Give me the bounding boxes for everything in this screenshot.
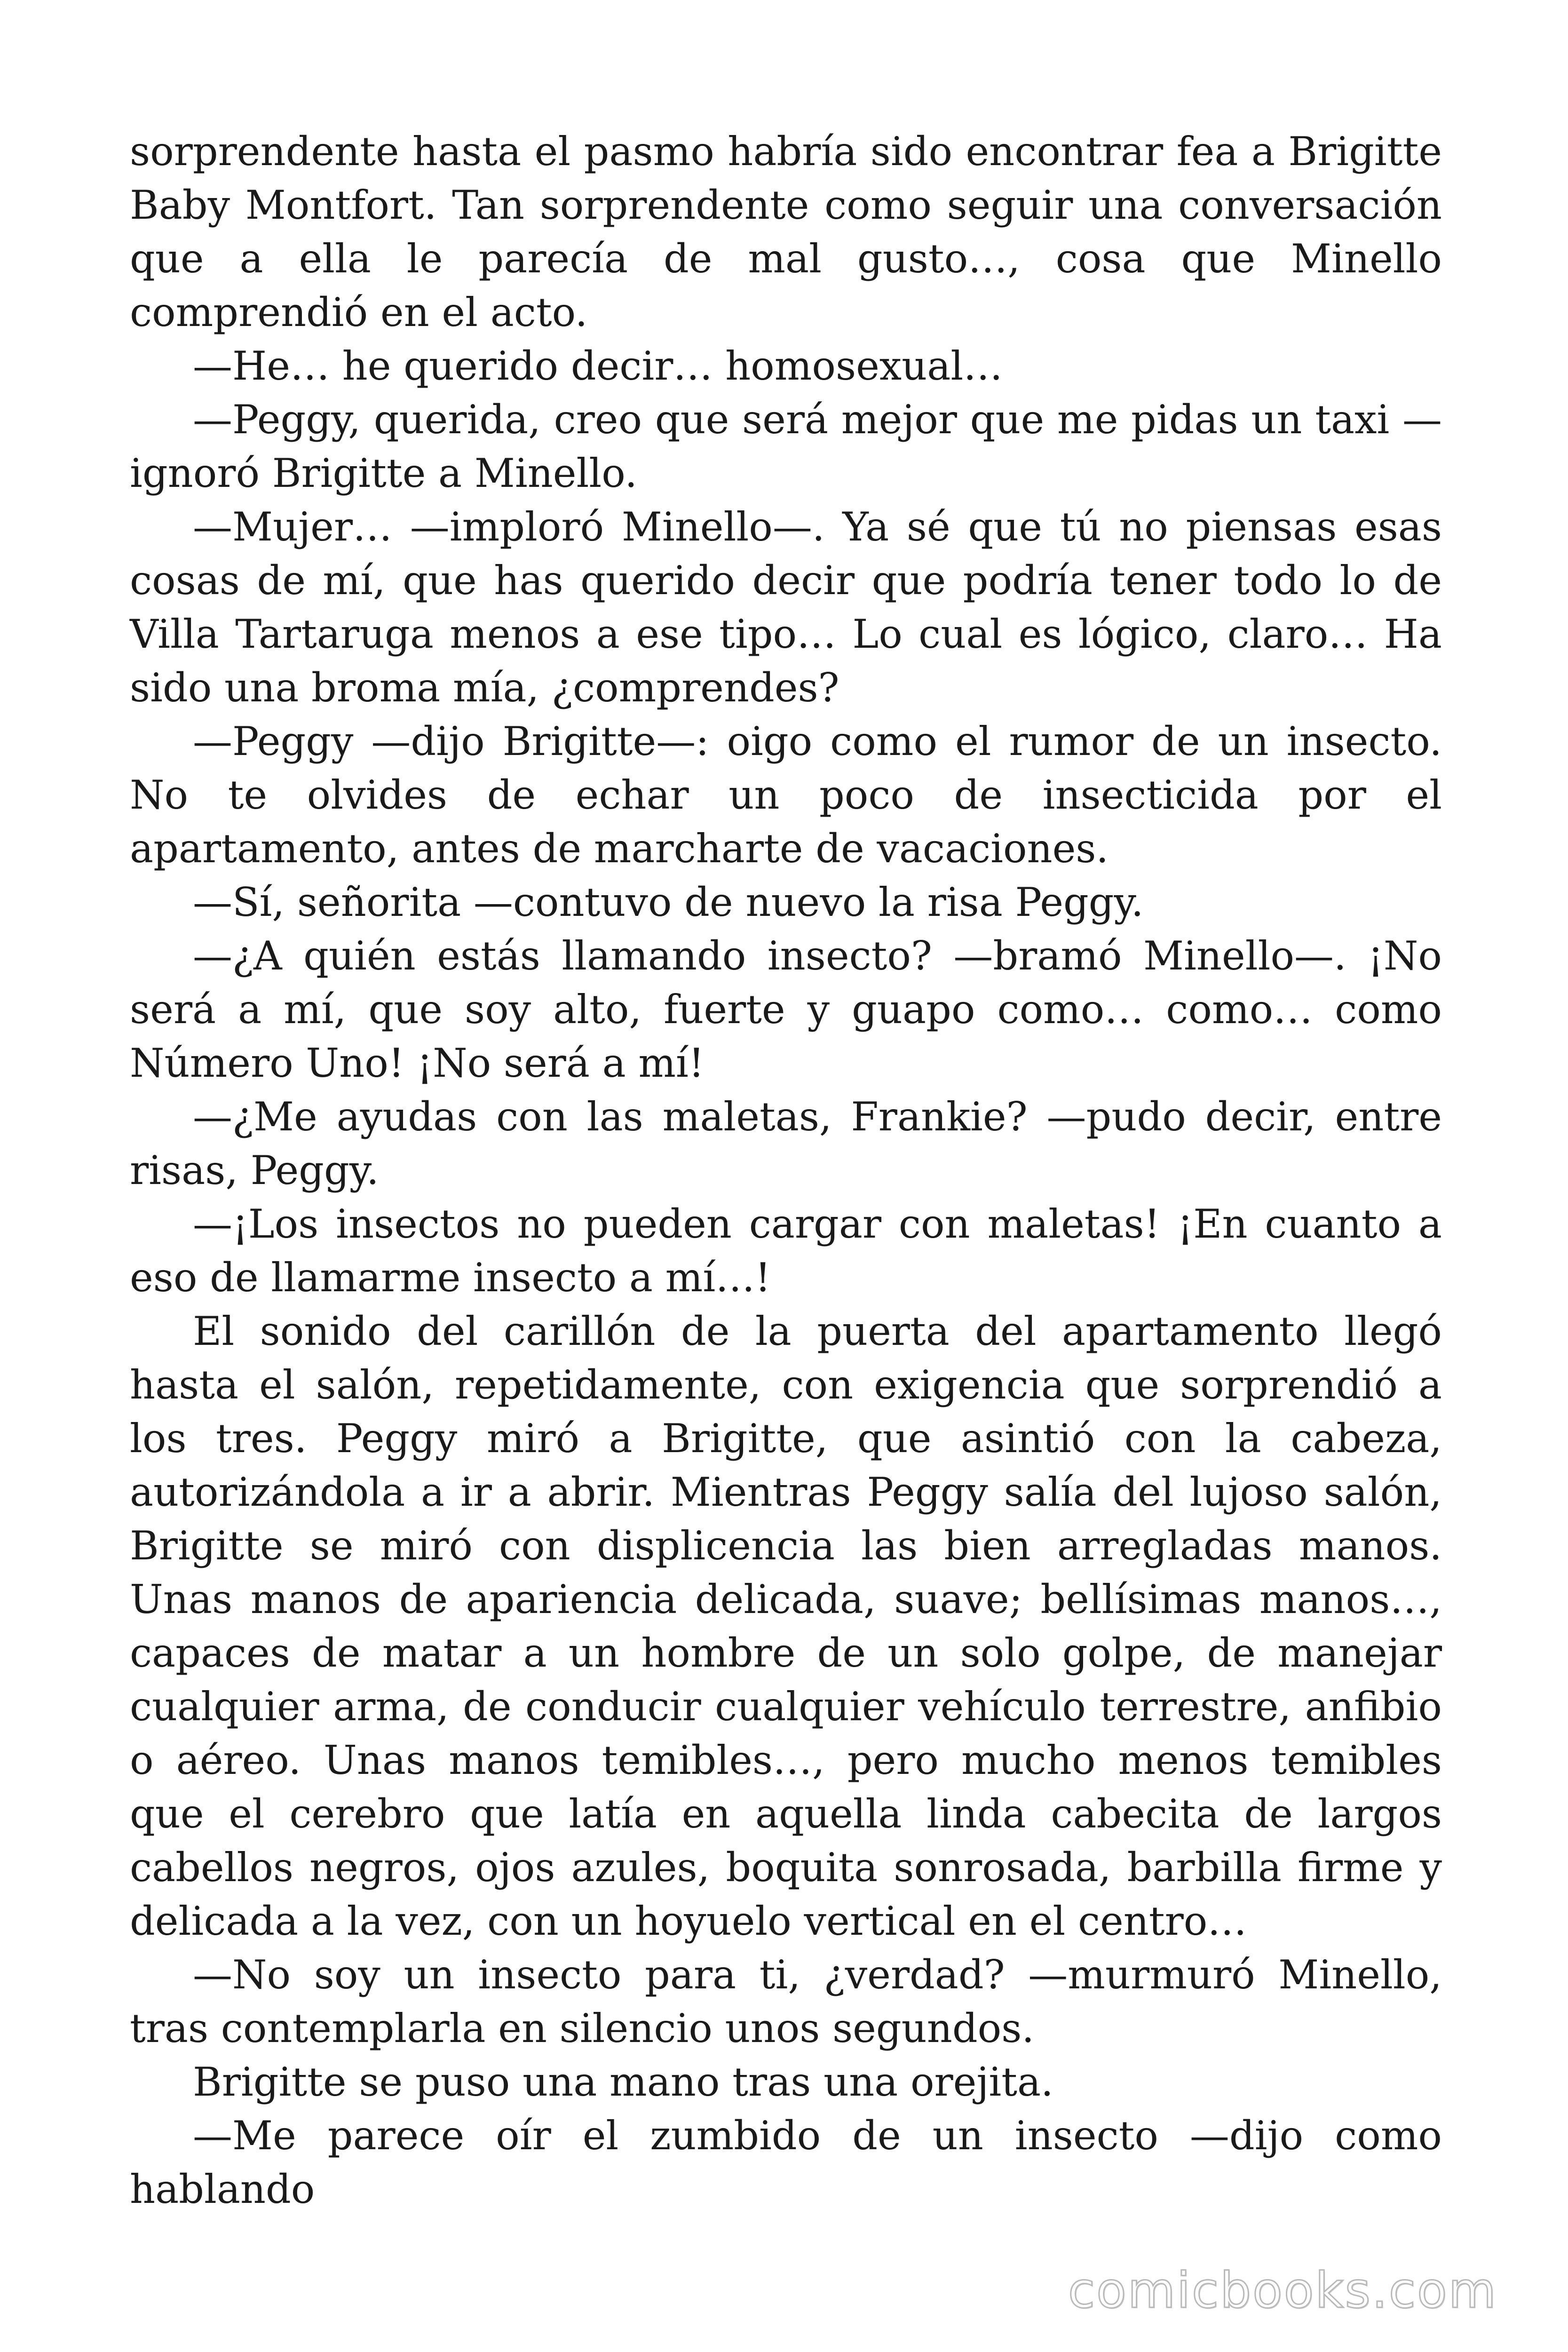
paragraph-dialogue: —No soy un insecto para ti, ¿verdad? —murmuró Minello, tras contemplarla en silencio unos segundos. [130, 1952, 1442, 2051]
paragraph-dialogue: —¿Me ayudas con las maletas, Frankie? —pudo decir, entre risas, Peggy. [130, 1094, 1442, 1193]
page-body-text [130, 125, 1442, 2216]
paragraph-narration: Brigitte se puso una mano tras una orejita. [193, 2059, 1053, 2105]
paragraph-dialogue: —Peggy, querida, creo que será mejor que me pidas un taxi — ignoró Brigitte a Minello. [130, 397, 1442, 496]
paragraph-dialogue: —¡Los insectos no pueden cargar con maletas! ¡En cuanto a eso de llamarme insecto a mí…! [130, 1201, 1442, 1301]
paragraph-narration: El sonido del carillón de la puerta del apartamento llegó hasta el salón, repetidamente, con exigencia que sorprendió a los tres. Peggy miró a Brigitte, que asintió con la cabeza, autorizándola a ir a abrir. Mientras Peggy salía del lujoso salón, Brigitte se miró con displicencia las bien arregladas manos. Unas manos de apariencia delicada, suave; bellísimas manos…, capaces de matar a un hombre de un solo golpe, de manejar cualquier arma, de conducir cualquier vehículo terrestre, anfibio o aéreo. Unas manos temibles…, pero mucho menos temibles que el cerebro que latía en aquella linda cabecita de largos cabellos negros, ojos azules, boquita sonrosada, barbilla firme y delicada a la vez, con un hoyuelo vertical en el centro… [130, 1308, 1442, 1944]
paragraph-dialogue: —¿A quién estás llamando insecto? —bramó Minello—. ¡No será a mí, que soy alto, fuerte y guapo como… como… como Número Uno! ¡No será a mí! [130, 933, 1442, 1086]
paragraph-dialogue: —Mujer… —imploró Minello—. Ya sé que tú no piensas esas cosas de mí, que has querido decir que podría tener todo lo de Villa Tartaruga menos a ese tipo… Lo cual es lógico, claro… Ha sido una broma mía, ¿comprendes? [130, 504, 1442, 711]
paragraph-continuation: sorprendente hasta el pasmo habría sido encontrar fea a Brigitte Baby Montfort. Tan sorprendente como seguir una conversación que a ella le parecía de mal gusto…, cosa que Minello comprendió en el acto. [130, 128, 1442, 335]
paragraph-dialogue: —Peggy —dijo Brigitte—: oigo como el rumor de un insecto. No te olvides de echar un poco de insecticida por el apartamento, antes de marcharte de vacaciones. [130, 718, 1442, 872]
paragraph-dialogue: —Me parece oír el zumbido de un insecto —dijo como hablando [130, 2113, 1442, 2212]
watermark-logo: comicbooks.com [1068, 2262, 1497, 2319]
paragraph-dialogue: —He… he querido decir… homosexual… [193, 343, 1003, 389]
paragraph-dialogue: —Sí, señorita —contuvo de nuevo la risa Peggy. [193, 879, 1144, 925]
